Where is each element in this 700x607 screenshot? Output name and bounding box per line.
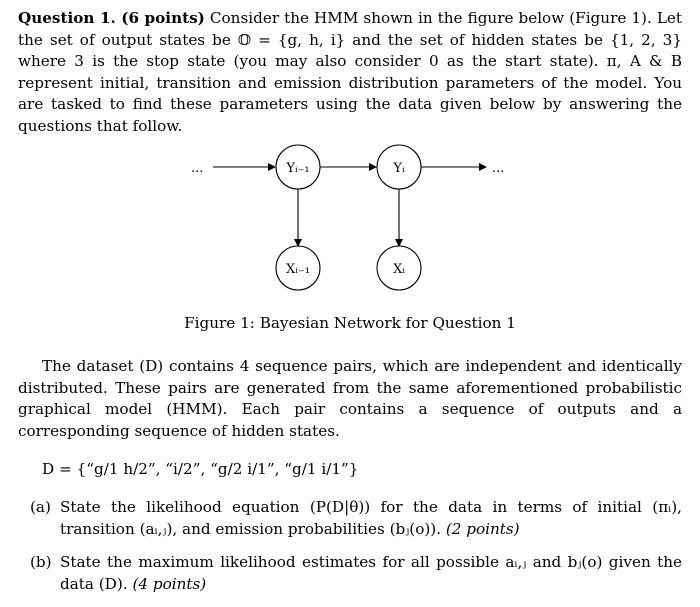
question-heading: Question 1. (6 points) — [18, 9, 205, 27]
node-x-cur-label: Xᵢ — [393, 262, 405, 277]
node-x-prev-label: Xᵢ₋₁ — [286, 262, 310, 277]
intro-mid4: as the start state). — [438, 52, 607, 71]
intro-mid2: where — [18, 52, 75, 71]
part-b-text: State the maximum likelihood estimates for all possible aᵢ,ⱼ and bⱼ(o) given the data (D). — [60, 553, 682, 593]
start-state: 0 — [428, 52, 439, 71]
part-a-label: (a) — [30, 498, 51, 516]
part-b-label: (b) — [30, 553, 52, 571]
stop-state: 3 — [74, 52, 84, 71]
part-b-body — [60, 552, 682, 595]
part-a-body — [60, 497, 682, 540]
left-ellipsis: ... — [191, 161, 204, 176]
right-ellipsis: ... — [492, 161, 505, 176]
intro-tail: represent initial, transition and emission distribution parameters of the model. You are tasked to find these parameters using the data given below by answering the questions that follow. — [18, 73, 682, 135]
intro-lead: Consider the HMM shown in the figure below (Figure 1). Let the set of output states be — [18, 9, 682, 49]
part-a-points: (2 points) — [445, 519, 520, 538]
output-set: 𝕆 = {g, h, i} — [237, 30, 346, 49]
node-y-prev-label: Yᵢ₋₁ — [286, 161, 310, 176]
params: π, A & B — [606, 52, 682, 71]
dataset-equation: D = {“g/1 h/2”, “i/2”, “g/2 i/1”, “g/1 i/1”} — [42, 460, 359, 478]
part-b — [30, 552, 682, 595]
part-b-points: (4 points) — [132, 574, 207, 593]
node-y-cur-label: Yᵢ — [393, 161, 405, 176]
part-a — [30, 497, 682, 540]
intro-mid3: is the stop state (you may also consider — [83, 52, 429, 71]
dataset-paragraph: The dataset (D) contains 4 sequence pairs, which are independent and identically distributed. These pairs are generated from the same aforementioned probabilistic graphical model (HMM). Each pair contains a sequence of outputs and a corresponding sequence of hidden states. — [18, 357, 682, 440]
hidden-set: {1, 2, 3} — [609, 30, 683, 49]
intro-mid: and the set of hidden states be — [345, 30, 610, 49]
part-a-text: State the likelihood equation (P(D|θ)) for the data in terms of initial (πᵢ), transition (aᵢ,ⱼ), and emission probabilities (bⱼ(o)). — [60, 498, 682, 538]
figure-caption: Figure 1: Bayesian Network for Question 1 — [184, 314, 516, 332]
